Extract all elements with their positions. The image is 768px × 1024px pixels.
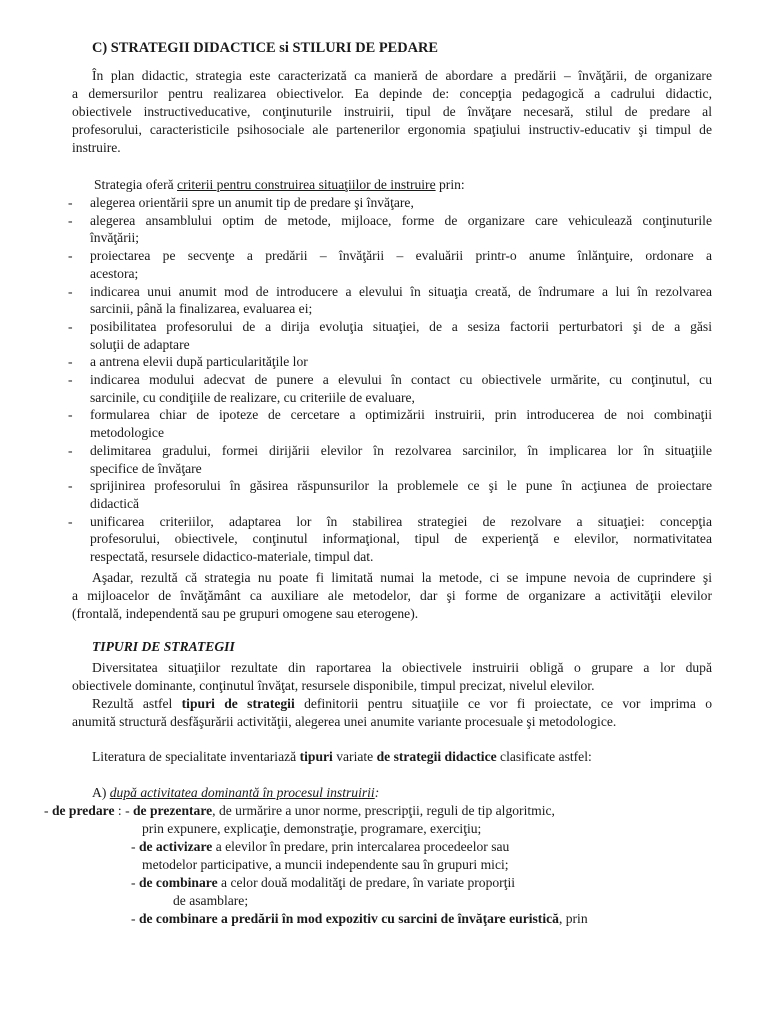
- predare-line-1: [44, 802, 684, 820]
- types-p1-line-2: obiectivele dominante, conţinutul învăţat, resursele disponibile, timpul precizat, nivelul elevilor.: [72, 678, 595, 693]
- section-title: C) STRATEGII DIDACTICE si STILURI DE PEDARE: [92, 40, 438, 56]
- class-a-label: A): [92, 785, 110, 800]
- prezentare-text: , de urmărire a unor norme, prescripţii, reguli de tip algoritmic,: [212, 803, 555, 818]
- conclusion-line-1: Aşadar, rezultă că strategia nu poate fi limitată numai la metode, ci se impune nevoia de cuprindere şi: [92, 570, 712, 585]
- intro-line-1: În plan didactic, strategia este caracterizată ca manieră de abordare a predării – învăţării, de organizare: [92, 68, 712, 83]
- bullet-dash: -: [68, 195, 73, 210]
- criteria-item-line: proiectarea pe secvenţe a predării – învăţării – evaluării printr-o anume înlănţuire, ordonare a: [90, 248, 712, 264]
- criteria-item-line: învăţării;: [90, 230, 140, 246]
- criteria-item-line: alegerea orientării spre un anumit tip de predare şi învăţare,: [90, 195, 414, 210]
- activizare-dash: -: [131, 839, 139, 854]
- criteria-item-line: delimitarea gradului, formei dirijării elevilor în rezolvarea sarcinilor, în implicarea lor în situaţiile: [90, 442, 712, 458]
- criteria-item-line: soluţii de adaptare: [90, 336, 190, 352]
- criteria-item-line: indicarea modului adecvat de punere a elevului în contact cu obiectivele urmărite, cu conţinutul, cu: [90, 372, 712, 387]
- criteria-item-line: indicarea unui anumit mod de introducere a elevului în situaţia creată, de îndrumare a lui în rezolvarea: [90, 283, 712, 299]
- criteria-item-line: acestora;: [90, 265, 139, 281]
- criteria-item-line: respectată, resursele didactico-materiale, timpul dat.: [90, 549, 374, 564]
- literature-text-2: variate: [332, 749, 377, 764]
- criteria-item-line: specifice de învăţare: [90, 460, 202, 476]
- types-p2-line-2: anumită structură desfăşurării activităţii, alegerea unei anumite variante procesuale şi metodologice.: [72, 714, 617, 729]
- predare-lead: de predare: [51, 803, 115, 818]
- bullet-dash: -: [68, 354, 73, 370]
- intro-line-5: instruire.: [72, 140, 121, 155]
- combinare-expozitiv-text: , prin: [558, 911, 588, 926]
- literature-text: Literatura de specialitate inventariază: [92, 749, 300, 764]
- combinare-expozitiv-dash: -: [131, 911, 139, 926]
- types-p2-bold: tipuri de strategii: [181, 696, 295, 711]
- criteria-item-line: sprijinirea profesorului în găsirea răspunsurilor la problemele ce şi le pune în acţiunea de proiectare: [90, 478, 712, 494]
- prezentare-label: de prezentare: [133, 803, 213, 818]
- class-a-heading: [92, 784, 732, 802]
- criteria-item-line: formularea chiar de ipoteze de cercetare a optimizării instruirii, prin introducerea de noi combinaţii: [90, 407, 712, 423]
- literature-bold-2: de strategii didactice: [376, 749, 497, 764]
- literature-text-3: clasificate astfel:: [496, 749, 592, 764]
- intro-line-3: obiectivele instructiveducative, conţinuturile instruirii, tipul de învăţare necesară, stilul de predare al: [72, 104, 712, 119]
- bullet-dash: -: [68, 248, 73, 264]
- class-a-colon: :: [374, 785, 380, 800]
- bullet-dash: -: [68, 283, 73, 299]
- bullet-dash: -: [68, 318, 73, 334]
- predare-line-7: [131, 910, 768, 928]
- bullet-dash: -: [68, 513, 73, 529]
- criteria-item-line: posibilitatea profesorului de a dirija evoluţia situaţiei, de a sesiza factorii perturbatori şi de a găsi: [90, 318, 712, 334]
- literature-line: [92, 748, 732, 766]
- conclusion-line-3: (frontală, independentă sau pe grupuri omogene sau eterogene).: [72, 606, 419, 621]
- conclusion-line-2: a mijloacelor de învăţământ ca auxiliare ale metodelor, dar şi forme de organizare a activităţii elevilor: [72, 588, 712, 603]
- criteria-item-line: profesorului, obiectivele, conţinutul informaţional, tipul de experienţă e elevilor, normativitatea: [90, 531, 712, 547]
- criteria-item-line: unificarea criteriilor, adaptarea lor în stabilirea strategiei de rezolvare a situaţiei: concepţia: [90, 513, 712, 529]
- intro-line-2: a demersurilor pentru realizarea obiectivelor. Ea depinde de: concepţia pedagogică a cadrului didactic,: [72, 86, 712, 101]
- intro-line-4: profesorului, caracteristicile psihosociale ale partenerilor ergonomia spaţiului instructiv-educativ şi timpul de: [72, 122, 712, 137]
- bullet-dash: -: [68, 372, 73, 387]
- combinare-dash: -: [131, 875, 139, 890]
- class-a-text: după activitatea dominantă în procesul instruirii: [109, 785, 375, 800]
- types-p2-text-tail: definitorii pentru situaţiile ce vor fi proiectate, ce vor imprima o: [294, 696, 712, 711]
- types-p2-text: Rezultă astfel: [92, 696, 182, 711]
- predare-line-2: prin expunere, explicaţie, demonstraţie, programare, exerciţiu;: [142, 821, 482, 836]
- criteria-item-line: metodologice: [90, 425, 164, 441]
- criteria-lead-text: Strategia oferă: [94, 177, 178, 192]
- criteria-item-line: sarcinii, până la finalizarea, evaluarea ei;: [90, 301, 313, 317]
- criteria-item-line: sarcinile, cu condiţiile de realizare, cu criteriile de evaluare,: [90, 389, 415, 405]
- types-p1-line-1: Diversitatea situaţiilor rezultate din raportarea la obiectivele instruirii obligă o grupare a lor după: [92, 660, 712, 675]
- criteria-item-line: a antrena elevii după particularităţile lor: [90, 354, 308, 370]
- criteria-lead-tail: prin:: [435, 177, 465, 192]
- activizare-label: de activizare: [138, 839, 213, 854]
- bullet-dash: -: [68, 478, 73, 494]
- criteria-item-line: alegerea ansamblului optim de metode, mijloace, forme de organizare care vehiculează conţinuturile: [90, 212, 712, 228]
- literature-bold-1: tipuri: [299, 749, 333, 764]
- types-heading: TIPURI DE STRATEGII: [92, 639, 235, 654]
- criteria-lead-underlined: criterii pentru construirea situaţiilor de instruire: [177, 177, 436, 192]
- predare-line-5: [131, 874, 768, 892]
- predare-line-6: de asamblare;: [173, 893, 249, 908]
- predare-dash: -: [44, 803, 52, 818]
- criteria-item-line: didactică: [90, 495, 140, 511]
- criteria-lead: [94, 176, 734, 194]
- types-p2-line-1: [72, 695, 712, 713]
- activizare-text: a elevilor în predare, prin intercalarea procedeelor sau: [212, 839, 510, 854]
- bullet-dash: -: [68, 442, 73, 458]
- combinare-label: de combinare: [138, 875, 218, 890]
- bullet-dash: -: [68, 407, 73, 423]
- predare-line-4: metodelor participative, a muncii independente sau în grupuri mici;: [142, 857, 509, 872]
- combinare-text: a celor două modalităţi de predare, în variate proporţii: [217, 875, 516, 890]
- combinare-expozitiv-label: de combinare a predării în mod expozitiv cu sarcini de învăţare euristică: [138, 911, 559, 926]
- predare-sep: : -: [114, 803, 133, 818]
- predare-line-3: [131, 838, 768, 856]
- bullet-dash: -: [68, 212, 73, 228]
